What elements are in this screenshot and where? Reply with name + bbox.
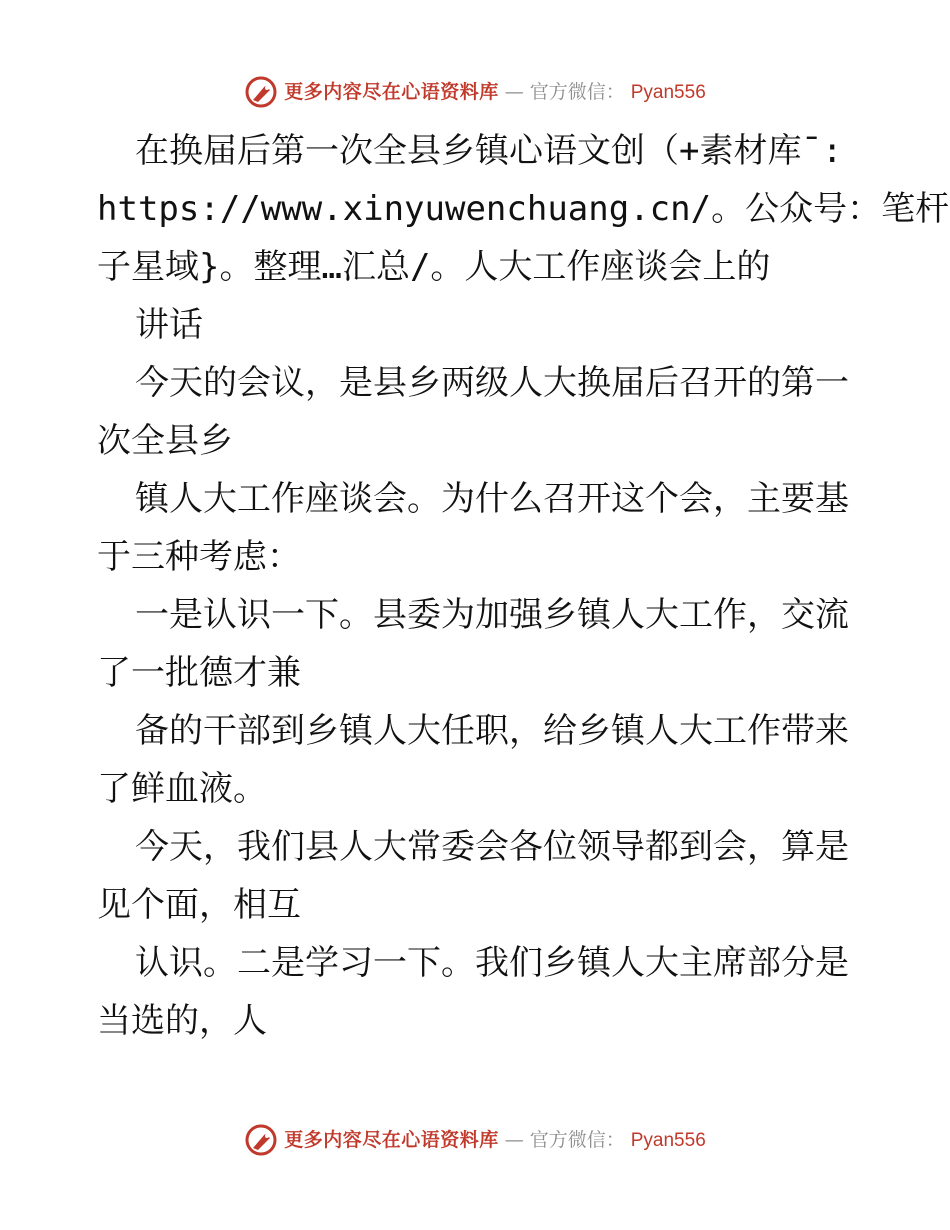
watermark-separator: — bbox=[504, 80, 524, 103]
pen-nib-logo-icon bbox=[244, 75, 278, 109]
watermark-wechat-id: Pyan556 bbox=[630, 81, 706, 103]
text-line: 认识。二是学习一下。我们乡镇人大主席部分是 bbox=[135, 943, 849, 983]
text-line: 见个面，相互 bbox=[97, 885, 301, 925]
watermark-wechat-label: 官方微信： bbox=[529, 1128, 625, 1151]
text-line: 子星域}。整理…汇总/。人大工作座谈会上的 bbox=[97, 247, 771, 287]
header-watermark bbox=[0, 72, 950, 112]
text-line: https://www.xinyuwenchuang.cn/。公众号：笔杆 bbox=[97, 189, 950, 229]
text-line: 于三种考虑： bbox=[97, 537, 301, 577]
watermark-separator: — bbox=[504, 1128, 524, 1151]
text-line: 备的干部到乡镇人大任职，给乡镇人大工作带来 bbox=[135, 711, 849, 751]
text-line: 讲话 bbox=[135, 305, 203, 345]
text-line: 今天的会议，是县乡两级人大换届后召开的第一 bbox=[135, 363, 849, 403]
text-line: 镇人大工作座谈会。为什么召开这个会，主要基 bbox=[135, 479, 849, 519]
watermark-wechat-label: 官方微信： bbox=[529, 80, 625, 103]
text-line: 了一批德才兼 bbox=[97, 653, 301, 693]
text-line: 在换届后第一次全县乡镇心语文创（+素材库¯: bbox=[135, 131, 843, 171]
text-line: 次全县乡 bbox=[97, 421, 233, 461]
document-body bbox=[97, 122, 950, 1050]
watermark-brand-text: 更多内容尽在心语资料库 bbox=[284, 80, 499, 103]
pen-nib-logo-icon bbox=[244, 1123, 278, 1157]
text-line: 当选的，人 bbox=[97, 1001, 267, 1041]
text-line: 一是认识一下。县委为加强乡镇人大工作，交流 bbox=[135, 595, 849, 635]
text-line: 了鲜血液。 bbox=[97, 769, 267, 809]
footer-watermark bbox=[0, 1120, 950, 1160]
watermark-wechat-id: Pyan556 bbox=[630, 1129, 706, 1151]
text-line: 今天，我们县人大常委会各位领导都到会，算是 bbox=[135, 827, 849, 867]
watermark-brand-text: 更多内容尽在心语资料库 bbox=[284, 1128, 499, 1151]
